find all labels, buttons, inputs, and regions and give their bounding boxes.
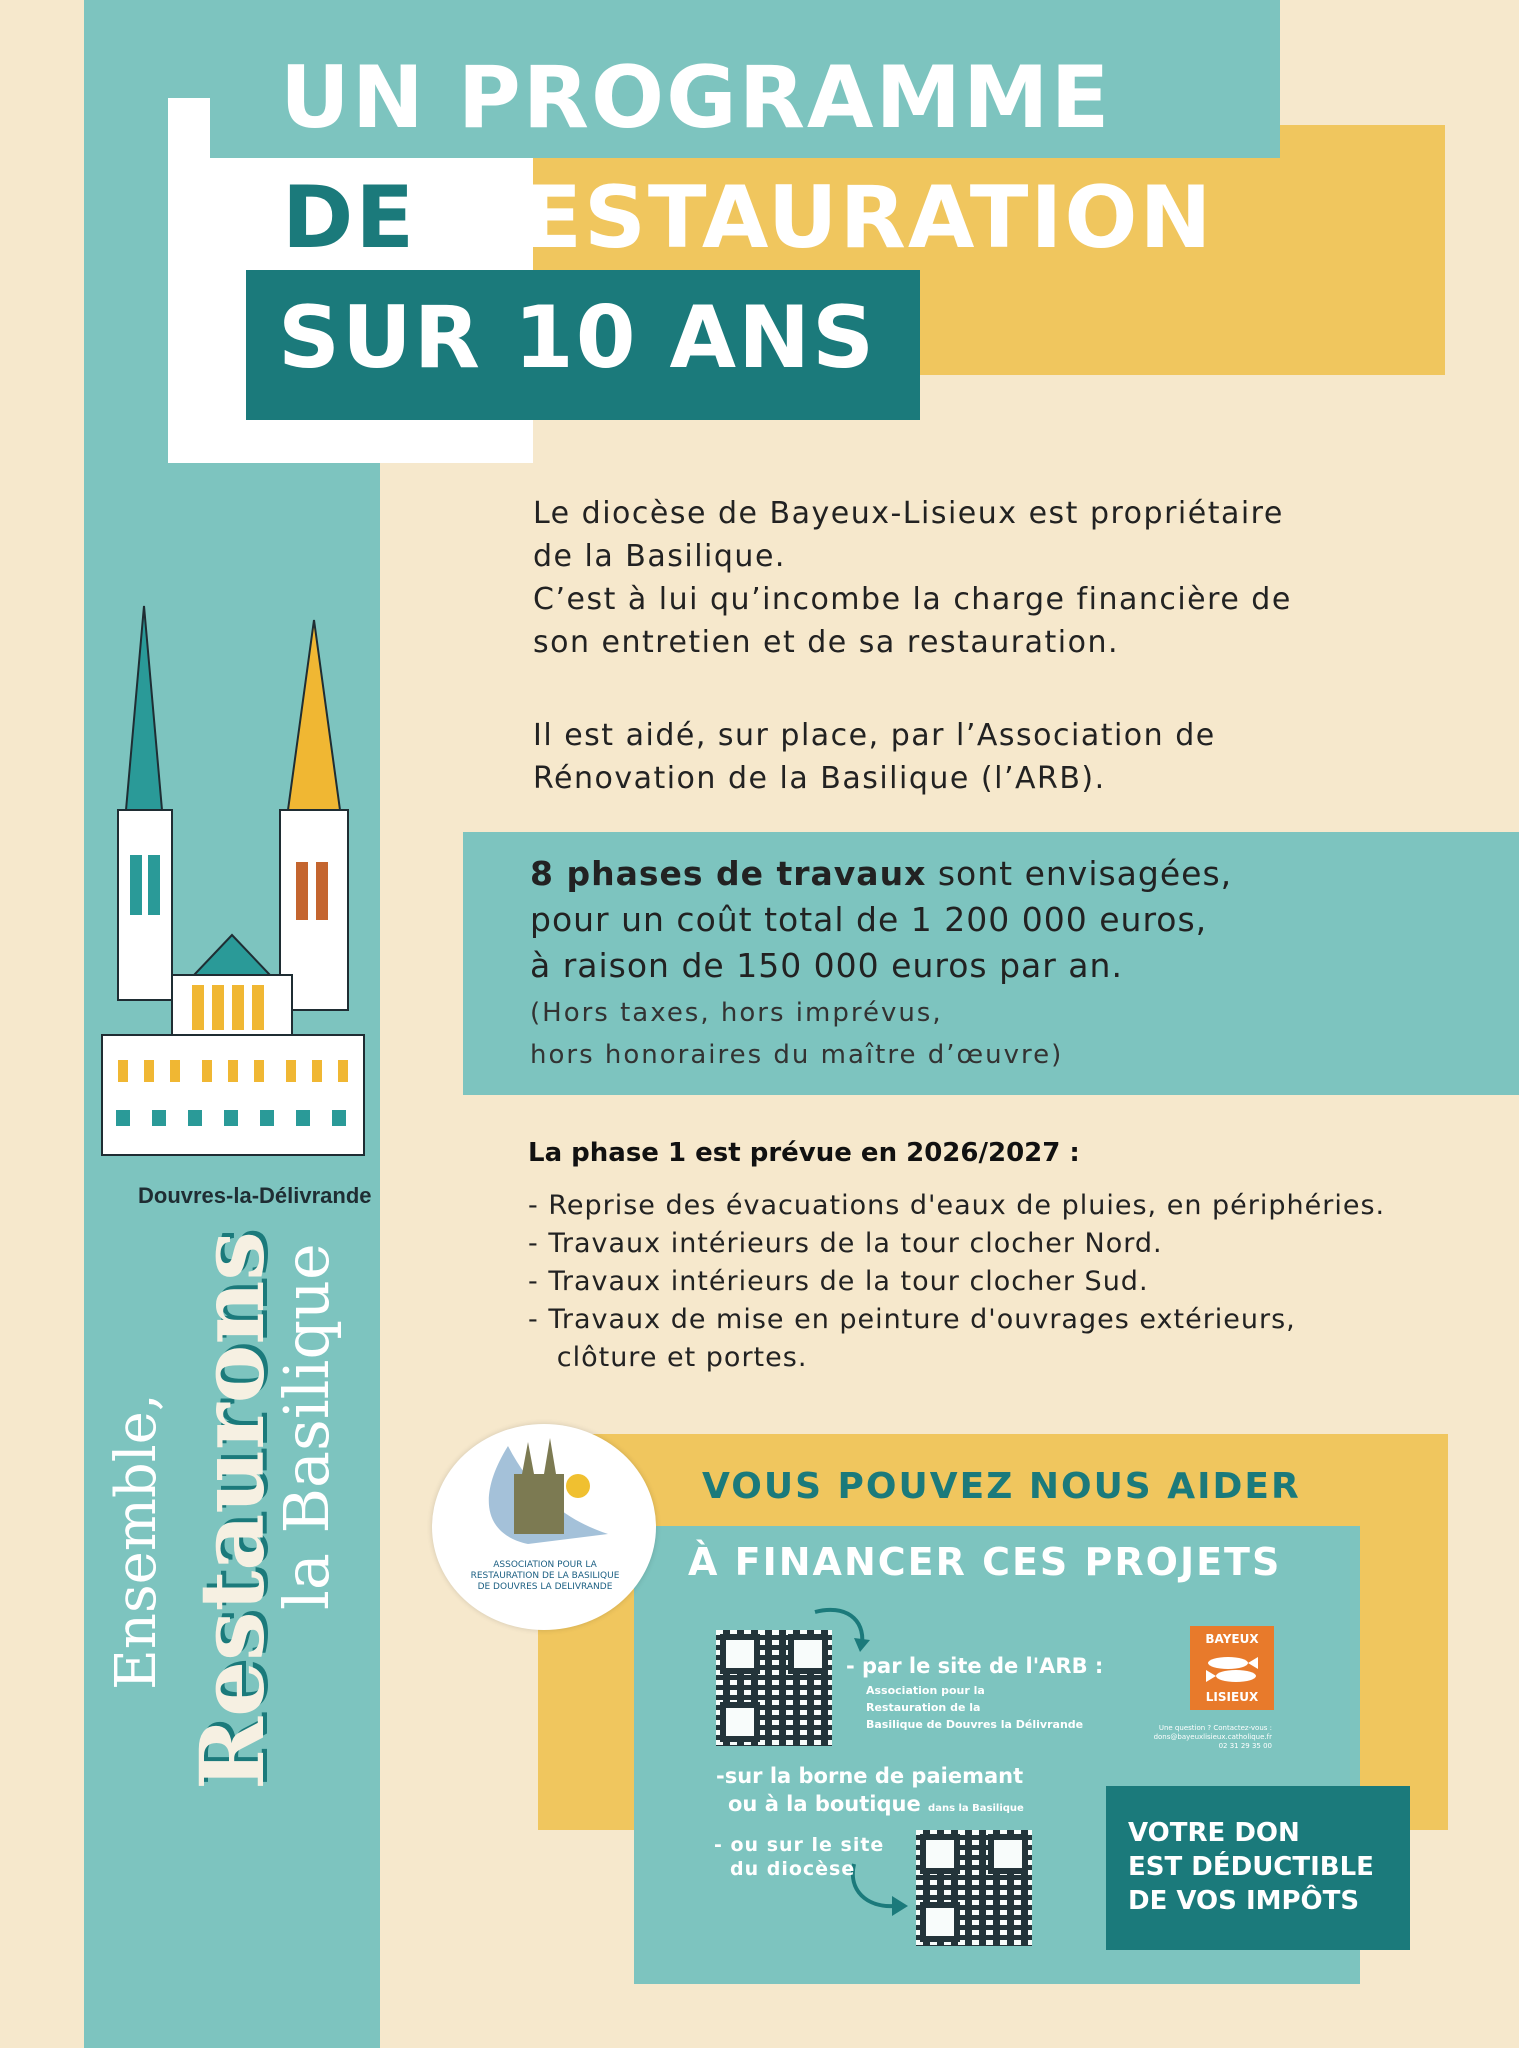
arb-sub-3: Basilique de Douvres la Délivrande: [866, 1718, 1084, 1731]
arrow-icon: [846, 1860, 916, 1920]
arb-label[interactable]: - par le site de l'ARB :: [846, 1654, 1104, 1678]
phases-line-1: 8 phases de travaux sont envisagées,: [530, 854, 1233, 893]
task-item: - Reprise des évacuations d'eaux de pluies, en périphéries.: [528, 1190, 1386, 1221]
borne-line-1: -sur la borne de paiemant: [716, 1764, 1024, 1788]
title-line-2-restauration: RESTAURATION: [455, 168, 1214, 268]
sidebar-slogan-3: la Basilique: [270, 1243, 343, 1610]
intro-paragraph-1: Le diocèse de Bayeux-Lisieux est propriétaire de la Basilique. C’est à lui qu’incombe la charge financière de son entretien et de sa restauration.: [533, 496, 1292, 660]
tax-line-1: VOTRE DON: [1128, 1818, 1300, 1848]
diocese-line-1: - ou sur le site: [714, 1834, 885, 1856]
association-logo: [432, 1424, 656, 1630]
fish-icon: [1204, 1654, 1260, 1684]
phases-box: [463, 832, 1519, 1095]
intro-paragraph-2: Il est aidé, sur place, par l’Association de Rénovation de la Basilique (l’ARB).: [533, 718, 1216, 796]
title-line-3: SUR 10 ANS: [278, 288, 877, 388]
phases-line-3: à raison de 150 000 euros par an.: [530, 946, 1123, 985]
task-item: clôture et portes.: [528, 1342, 808, 1373]
title-line-1: UN PROGRAMME: [280, 48, 1112, 148]
diocese-line-2: du diocèse: [730, 1858, 856, 1880]
help-title-2: À FINANCER CES PROJETS: [688, 1540, 1282, 1584]
arb-sub-1: Association pour la: [866, 1684, 985, 1697]
tax-line-3: DE VOS IMPÔTS: [1128, 1886, 1360, 1916]
task-item: - Travaux de mise en peinture d'ouvrages extérieurs,: [528, 1304, 1296, 1335]
phases-note-2: hors honoraires du maître d’œuvre): [530, 1040, 1064, 1070]
title-line-2-de: DE: [282, 168, 417, 268]
task-item: - Travaux intérieurs de la tour clocher Nord.: [528, 1228, 1163, 1259]
basilica-illustration: [92, 600, 372, 1160]
association-emblem-icon: [458, 1434, 628, 1554]
task-item: - Travaux intérieurs de la tour clocher Sud.: [528, 1266, 1149, 1297]
sidebar-slogan-1: Ensemble,: [104, 1393, 169, 1690]
sidebar-place: Douvres-la-Délivrande: [138, 1183, 372, 1208]
arrow-icon: [810, 1604, 880, 1654]
borne-line-2: ou à la boutique dans la Basilique: [728, 1792, 1024, 1816]
tax-line-2: EST DÉDUCTIBLE: [1128, 1852, 1374, 1882]
association-logo-text: ASSOCIATION POUR LA RESTAURATION DE LA BASILIQUE DE DOUVRES LA DELIVRANDE: [470, 1560, 620, 1592]
arb-sub-2: Restauration de la: [866, 1701, 981, 1714]
sidebar-slogan-2: Restaurons: [180, 1231, 284, 1790]
phase1-heading: La phase 1 est prévue en 2026/2027 :: [528, 1138, 1080, 1168]
phases-line-2: pour un coût total de 1 200 000 euros,: [530, 900, 1208, 939]
phases-note-1: (Hors taxes, hors imprévus,: [530, 998, 943, 1028]
qr-code-diocese[interactable]: [916, 1830, 1032, 1946]
diocese-contact: Une question ? Contactez-vous : dons@bayeuxlisieux.catholique.fr 02 31 29 35 00: [1153, 1724, 1272, 1750]
diocese-logo: BAYEUX LISIEUX: [1190, 1626, 1274, 1710]
help-title-1: VOUS POUVEZ NOUS AIDER: [702, 1466, 1301, 1507]
